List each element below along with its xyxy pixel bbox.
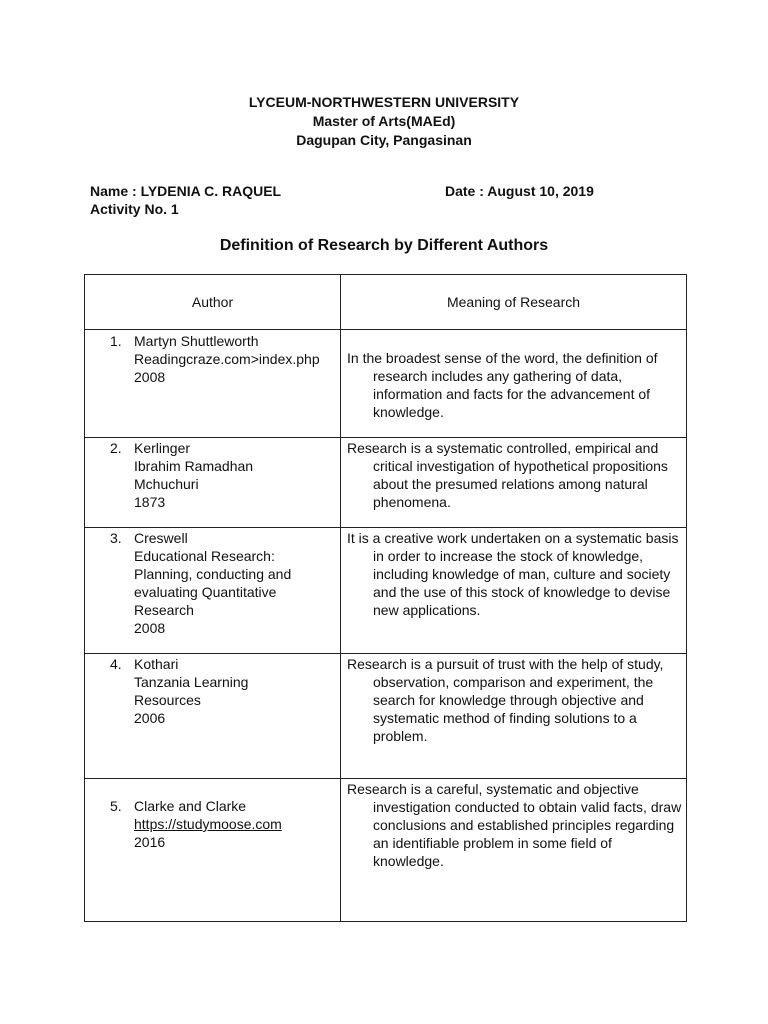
author-name: Creswell: [134, 530, 188, 546]
author-name: Kerlinger: [134, 440, 191, 456]
activity-date: Date : August 10, 2019: [445, 183, 594, 199]
author-cell: [85, 330, 341, 438]
meaning-cell: [341, 330, 687, 438]
meaning-cell: [341, 654, 687, 779]
author-source: Educational Research:: [134, 548, 275, 564]
meaning-text: Research is a pursuit of trust with the help of study, observation, comparison and experiment, the search for knowledge through objective and systematic method of finding solutions to a problem.: [347, 656, 664, 744]
author-source: Readingcraze.com>index.php: [134, 351, 320, 367]
author-year: 1873: [134, 494, 166, 510]
meaning-text: It is a creative work undertaken on a systematic basis in order to increase the stock of knowledge, including knowledge of man, culture and society and the use of this stock of knowledge to devise new applications.: [347, 530, 679, 618]
author-name: Kothari: [134, 656, 179, 672]
row-number: 4.: [110, 656, 122, 672]
meaning-cell: [341, 438, 687, 528]
source-link[interactable]: https://studymoose.com: [134, 816, 282, 832]
author-year: 2008: [134, 620, 166, 636]
meaning-cell: [341, 528, 687, 654]
table-row: [85, 528, 687, 654]
program-name: Master of Arts(MAEd): [312, 113, 456, 129]
meaning-text: In the broadest sense of the word, the definition of research includes any gathering of data, information and facts for the advancement of knowledge.: [347, 350, 658, 420]
author-name-line: Ibrahim Ramadhan: [134, 458, 254, 474]
row-number: 2.: [110, 440, 122, 456]
author-year: 2006: [134, 710, 166, 726]
meaning-column-header: Meaning of Research: [341, 275, 687, 330]
row-number: 5.: [110, 798, 122, 814]
meaning-text: Research is a careful, systematic and objective investigation conducted to obtain valid facts, draw conclusions and established principles regarding an identifiable problem in some field of knowledge.: [347, 781, 682, 869]
institution-name: LYCEUM-NORTHWESTERN UNIVERSITY: [248, 94, 520, 110]
author-cell: [85, 654, 341, 779]
table-row: [85, 779, 687, 922]
meaning-cell: [341, 779, 687, 922]
table-header-row: [85, 275, 687, 330]
row-number: 3.: [110, 530, 122, 546]
author-name-line: Mchuchuri: [134, 476, 199, 492]
author-year: 2016: [134, 834, 166, 850]
author-cell: [85, 779, 341, 922]
author-source: Resources: [134, 692, 201, 708]
document-header: [0, 93, 768, 150]
activity-number: Activity No. 1: [90, 201, 179, 217]
row-number: 1.: [110, 333, 122, 349]
table-row: [85, 330, 687, 438]
table-row: [85, 654, 687, 779]
student-info: [90, 182, 281, 218]
author-source: Research: [134, 602, 194, 618]
author-name: Martyn Shuttleworth: [134, 333, 259, 349]
student-name: Name : LYDENIA C. RAQUEL: [90, 183, 282, 199]
author-year: 2008: [134, 369, 166, 385]
meaning-text: Research is a systematic controlled, empirical and critical investigation of hypothetical propositions about the presumed relations among natural phenomena.: [347, 440, 668, 510]
document-title: Definition of Research by Different Authors: [219, 237, 549, 254]
table-row: [85, 438, 687, 528]
author-column-header: Author: [85, 275, 341, 330]
institution-location: Dagupan City, Pangasinan: [296, 132, 472, 148]
research-definitions-table: [84, 274, 687, 922]
author-cell: [85, 528, 341, 654]
author-cell: [85, 438, 341, 528]
author-source: Tanzania Learning: [134, 674, 249, 690]
author-source: evaluating Quantitative: [134, 584, 277, 600]
author-name: Clarke and Clarke: [134, 798, 247, 814]
author-source: Planning, conducting and: [134, 566, 292, 582]
